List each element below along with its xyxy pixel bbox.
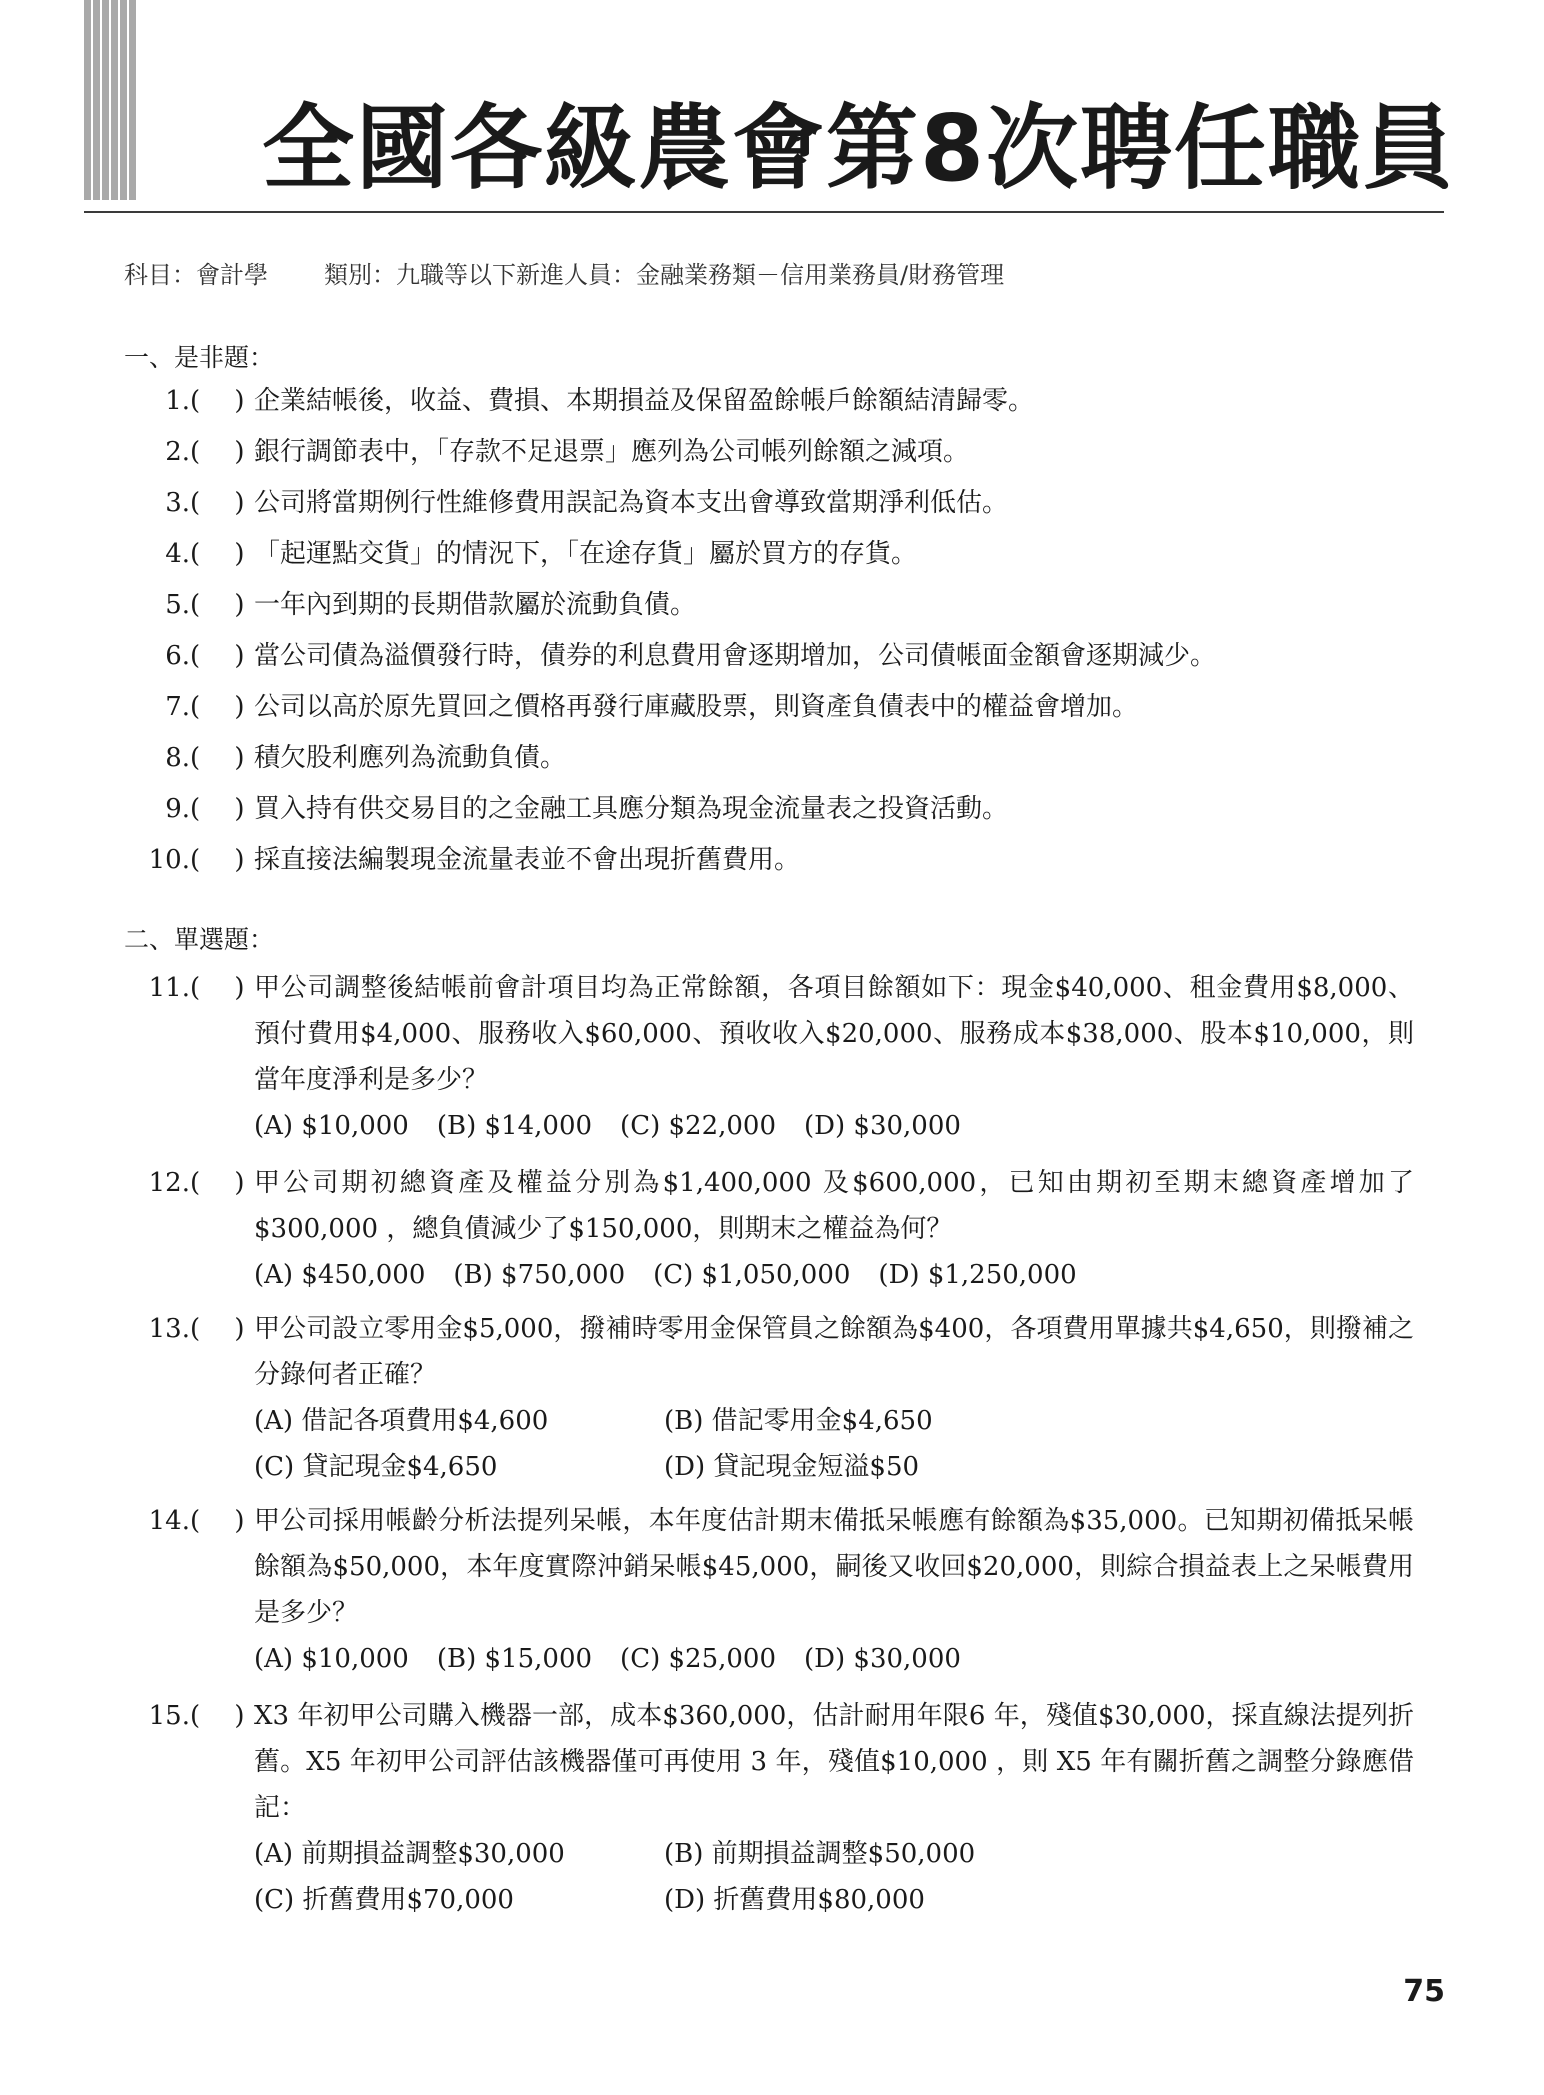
option-b: (B) $750,000 — [453, 1260, 626, 1290]
question-body — [254, 1498, 1414, 1682]
option-d: (D) $30,000 — [804, 1644, 961, 1674]
option-a: (A) $10,000 — [254, 1111, 409, 1141]
question-body — [254, 1160, 1414, 1298]
option-b: (B) 借記零用金$4,650 — [664, 1406, 933, 1436]
question-text: 積欠股利應列為流動負債。 — [254, 743, 567, 773]
options-grid — [254, 1831, 1414, 1923]
question-text: 「起運點交貨」的情況下，「在途存貨」屬於買方的存貨。 — [254, 539, 918, 569]
question-text: X3 年初甲公司購入機器一部，成本$360,000，估計耐用年限6 年，殘值$30,000，採直線法提列折舊。X5 年初甲公司評估該機器僅可再使用 3 年，殘值$10,000 ，則 X5 年有關折舊之調整分錄應借記： — [254, 1701, 1414, 1823]
header-rule — [84, 211, 1444, 213]
option-b: (B) $15,000 — [436, 1644, 593, 1674]
answer-blank: ( ) — [190, 845, 245, 875]
category-label: 類別：九職等以下新進人員：金融業務類－信用業務員/財務管理 — [324, 261, 1005, 289]
answer-blank: ( ) — [190, 641, 245, 671]
option-c: (C) $1,050,000 — [653, 1260, 851, 1290]
question-text: 甲公司採用帳齡分析法提列呆帳，本年度估計期末備抵呆帳應有餘額為$35,000。已知期初備抵呆帳餘額為$50,000，本年度實際沖銷呆帳$45,000，嗣後又收回$20,000，則綜合損益表上之呆帳費用是多少？ — [254, 1506, 1414, 1628]
page-title: 全國各級農會第8次聘任職員 — [262, 95, 1457, 202]
answer-blank: ( ) — [190, 590, 245, 620]
question-number: 10. — [148, 845, 190, 875]
question-text: 甲公司設立零用金$5,000，撥補時零用金保管員之餘額為$400，各項費用單據共$4,650，則撥補之分錄何者正確？ — [254, 1314, 1414, 1390]
page-number: 75 — [1403, 1974, 1445, 2009]
question-number: 12. — [148, 1168, 190, 1198]
stripe — [102, 0, 111, 200]
question-number: 2. — [165, 437, 190, 467]
answer-blank: ( ) — [190, 1168, 245, 1198]
question-number: 15. — [148, 1701, 190, 1731]
question-number: 6. — [165, 641, 190, 671]
question-number: 5. — [165, 590, 190, 620]
answer-blank: ( ) — [190, 1506, 245, 1536]
subject-line — [124, 258, 1004, 292]
options-row — [254, 1103, 1414, 1149]
answer-blank: ( ) — [190, 692, 245, 722]
question-number: 8. — [165, 743, 190, 773]
option-d: (D) $1,250,000 — [878, 1260, 1077, 1290]
question-text: 一年內到期的長期借款屬於流動負債。 — [254, 590, 697, 620]
subject-label: 科目：會計學 — [124, 261, 268, 289]
question-body — [254, 1693, 1414, 1923]
question-text: 銀行調節表中，「存款不足退票」應列為公司帳列餘額之減項。 — [254, 437, 970, 467]
answer-blank: ( ) — [190, 488, 245, 518]
question-text: 當公司債為溢價發行時，債券的利息費用會逐期增加，公司債帳面金額會逐期減少。 — [254, 641, 1217, 671]
question-number: 7. — [165, 692, 190, 722]
option-a: (A) 前期損益調整$30,000 — [254, 1839, 565, 1869]
option-d: (D) 折舊費用$80,000 — [664, 1885, 925, 1915]
option-b: (B) $14,000 — [436, 1111, 593, 1141]
answer-blank: ( ) — [190, 437, 245, 467]
answer-blank: ( ) — [190, 539, 245, 569]
question-text: 甲公司期初總資產及權益分別為$1,400,000 及$600,000，已知由期初至期末總資產增加了$300,000 ，總負債減少了$150,000，則期末之權益為何？ — [254, 1168, 1414, 1244]
stripe — [111, 0, 120, 200]
option-a: (A) $10,000 — [254, 1644, 409, 1674]
question-text: 公司將當期例行性維修費用誤記為資本支出會導致當期淨利低估。 — [254, 488, 1009, 518]
question-number: 4. — [165, 539, 190, 569]
question-number: 9. — [165, 794, 190, 824]
question-text: 公司以高於原先買回之價格再發行庫藏股票，則資產負債表中的權益會增加。 — [254, 692, 1139, 722]
question-number: 14. — [148, 1506, 190, 1536]
option-a: (A) $450,000 — [254, 1260, 426, 1290]
stripe — [120, 0, 129, 200]
question-text: 甲公司調整後結帳前會計項目均為正常餘額，各項目餘額如下：現金$40,000、租金費用$8,000、預付費用$4,000、服務收入$60,000、預收收入$20,000、服務成本$38,000、股本$10,000，則當年度淨利是多少？ — [254, 973, 1414, 1095]
question-body — [254, 965, 1414, 1149]
answer-blank: ( ) — [190, 743, 245, 773]
question-text: 採直接法編製現金流量表並不會出現折舊費用。 — [254, 845, 801, 875]
options-grid — [254, 1398, 1414, 1490]
question-number: 3. — [165, 488, 190, 518]
header-stripes — [84, 0, 138, 200]
option-a: (A) 借記各項費用$4,600 — [254, 1406, 549, 1436]
question-number: 13. — [148, 1314, 190, 1344]
question-number: 1. — [165, 386, 190, 416]
options-row — [254, 1252, 1414, 1298]
section-heading-single-choice: 二、單選題： — [124, 925, 275, 954]
stripe — [93, 0, 102, 200]
options-row — [254, 1636, 1414, 1682]
option-c: (C) $22,000 — [620, 1111, 777, 1141]
question-body — [254, 1306, 1414, 1490]
answer-blank: ( ) — [190, 794, 245, 824]
answer-blank: ( ) — [190, 1314, 245, 1344]
answer-blank: ( ) — [190, 386, 245, 416]
question-text: 買入持有供交易目的之金融工具應分類為現金流量表之投資活動。 — [254, 794, 1009, 824]
option-c: (C) $25,000 — [620, 1644, 777, 1674]
option-d: (D) 貸記現金短溢$50 — [664, 1452, 920, 1482]
section-heading-true-false: 一、是非題： — [124, 343, 275, 372]
option-d: (D) $30,000 — [804, 1111, 961, 1141]
option-b: (B) 前期損益調整$50,000 — [664, 1839, 976, 1869]
option-c: (C) 貸記現金$4,650 — [254, 1452, 498, 1482]
question-number: 11. — [148, 973, 190, 1003]
question-text: 企業結帳後，收益、費損、本期損益及保留盈餘帳戶餘額結清歸零。 — [254, 386, 1035, 416]
stripe — [129, 0, 138, 200]
answer-blank: ( ) — [190, 1701, 245, 1731]
answer-blank: ( ) — [190, 973, 245, 1003]
stripe — [84, 0, 93, 200]
option-c: (C) 折舊費用$70,000 — [254, 1885, 514, 1915]
